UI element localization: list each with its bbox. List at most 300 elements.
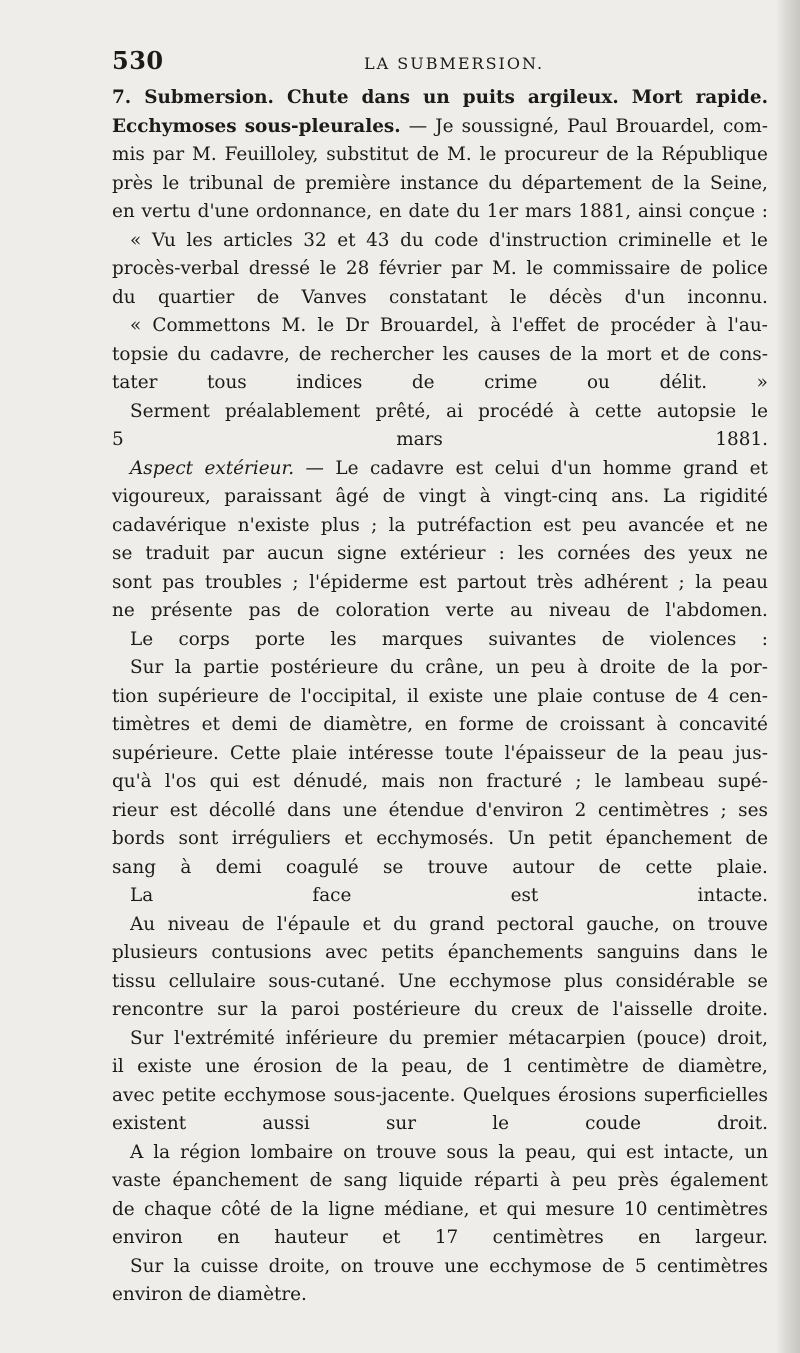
word: de (272, 172, 296, 194)
word: vingt (418, 486, 467, 507)
word: sur (217, 999, 248, 1020)
word: paroi (291, 999, 340, 1020)
word: 43 (366, 229, 390, 251)
word: est (169, 799, 198, 821)
word: une (342, 799, 378, 821)
word: indices (296, 372, 363, 393)
word: de (667, 657, 690, 678)
word: et (715, 514, 734, 536)
line-words (112, 255, 768, 284)
word: petits (381, 942, 435, 963)
line-words (112, 825, 768, 854)
word: se (747, 970, 768, 992)
word: et (382, 1227, 401, 1248)
word: le (317, 315, 335, 336)
word: grand (683, 457, 739, 479)
line-words (130, 911, 768, 940)
text-line (112, 740, 768, 769)
word: centimètres (656, 1198, 768, 1220)
word: le (479, 144, 497, 165)
word: l'aisselle (612, 999, 693, 1020)
word: la (683, 172, 701, 194)
line-words (112, 1281, 768, 1310)
word: médiane, (383, 1198, 470, 1220)
word: celui (494, 457, 540, 479)
text-line (112, 569, 768, 598)
word: un (495, 657, 520, 678)
word: et (337, 229, 356, 251)
word: en (378, 201, 402, 222)
word: de (296, 600, 320, 621)
word: ordonnance, (255, 201, 373, 222)
word: ou (586, 372, 610, 393)
word: ne (112, 600, 135, 621)
word: supé- (717, 771, 768, 792)
word: dans (361, 87, 411, 108)
word: inconnu. (687, 286, 768, 308)
word: 1 (502, 1056, 514, 1077)
word: Commettons (152, 315, 271, 336)
word: plus (563, 970, 603, 992)
word: à (656, 714, 668, 735)
word: mort (606, 343, 652, 365)
word: droite. (706, 999, 768, 1020)
word: par (222, 543, 255, 564)
word: l'au- (727, 315, 768, 336)
word: épanchements (447, 942, 584, 963)
line-words (112, 768, 768, 797)
word: la (388, 514, 406, 536)
text-line (112, 996, 768, 1025)
word: également (670, 1170, 768, 1191)
word: code (434, 229, 479, 251)
word: ; (720, 799, 727, 821)
word: par (152, 144, 185, 165)
line-words (112, 341, 768, 370)
text-line (112, 911, 768, 940)
word: est (510, 885, 539, 906)
word: procéder (610, 315, 695, 336)
line-words (112, 683, 768, 712)
word: Dr (345, 315, 369, 336)
word: épanchement (172, 1170, 299, 1191)
word: mars (396, 429, 443, 450)
word: est (455, 457, 484, 479)
word: peu (582, 514, 617, 536)
word: les (330, 628, 357, 650)
word: ; (292, 571, 299, 593)
word: avancée (628, 514, 705, 536)
word: région (180, 1141, 241, 1163)
text-line (112, 1167, 768, 1196)
word: plus (320, 514, 360, 536)
word: mesure (545, 1198, 615, 1220)
word: qui (506, 1198, 536, 1220)
text-line (112, 84, 768, 113)
word: l'effet (512, 315, 566, 336)
word: : (761, 201, 768, 222)
word: Au (130, 913, 156, 935)
word: à (479, 486, 491, 507)
word: peau, (525, 1141, 577, 1163)
word: la (260, 999, 278, 1020)
word: diamètre, (677, 1056, 768, 1077)
word: hauteur (274, 1227, 348, 1248)
body-text (112, 84, 768, 1310)
text-line (112, 1053, 768, 1082)
word: en (112, 201, 135, 222)
word: cadavre, (209, 343, 290, 365)
word: en (217, 1227, 240, 1248)
word: qu'à (112, 771, 152, 792)
word: diamètre, (323, 714, 414, 735)
word: tater (112, 372, 158, 393)
word: des (643, 543, 676, 564)
word: constatant (388, 286, 488, 308)
word: de (466, 1056, 489, 1077)
word: argileux. (527, 87, 619, 108)
text-line (112, 939, 768, 968)
word: âgé (335, 486, 369, 507)
word: à (568, 400, 580, 422)
word: avec (325, 942, 368, 963)
word: qui (209, 771, 240, 792)
word: Sur (130, 1027, 164, 1049)
word: aussi (262, 1113, 310, 1134)
word: traduit (145, 543, 210, 564)
word: M. (281, 315, 307, 336)
word: réparti (474, 1170, 539, 1191)
word: demi (215, 856, 262, 878)
word: près (112, 172, 153, 194)
word: peau, (401, 1056, 453, 1077)
word: de (626, 600, 650, 621)
text-line (112, 255, 768, 284)
word: rechercher (330, 343, 434, 365)
word: sous (446, 1141, 489, 1163)
text-line (112, 1110, 768, 1139)
word: cadavre (369, 457, 445, 479)
word: trouve (373, 1255, 435, 1277)
word: vaste (112, 1170, 162, 1191)
word: cadavérique (112, 514, 227, 536)
word: peu (572, 1170, 607, 1191)
word: Cette (229, 742, 281, 764)
word: 17 (434, 1227, 459, 1248)
line-words (112, 512, 768, 541)
word: centimètres (492, 1227, 604, 1248)
word: M. (192, 144, 217, 165)
word: tion (112, 685, 149, 707)
line-words (112, 198, 768, 227)
word: Submersion. (144, 87, 274, 108)
word: centimètres (656, 1255, 768, 1277)
word: vertu (141, 201, 191, 222)
word: procureur (504, 144, 599, 165)
word: 32 (303, 229, 327, 251)
word: l'épaule (276, 913, 351, 935)
word: et (722, 229, 741, 251)
word: le (162, 172, 180, 194)
word: de (674, 685, 698, 707)
word: de (598, 856, 622, 878)
text-line (112, 654, 768, 683)
word: Je (435, 115, 454, 137)
text-line (112, 141, 768, 170)
word: Un (507, 828, 536, 849)
word: en (638, 1227, 661, 1248)
word: contusions (211, 942, 312, 963)
line-words (112, 369, 768, 398)
word: autopsie (656, 400, 737, 422)
word: ai (446, 400, 464, 422)
word: droite (599, 657, 656, 678)
word: et (201, 714, 220, 735)
word: cette (645, 856, 693, 878)
word: 28 (345, 258, 370, 279)
word: du (393, 913, 417, 935)
line-words (130, 882, 768, 911)
word: 10 (624, 1198, 648, 1220)
word: Serment (130, 400, 210, 422)
text-line (112, 170, 768, 199)
word: de (411, 372, 435, 393)
word: la (153, 1141, 171, 1163)
line-words (130, 227, 768, 256)
word: de (679, 258, 703, 279)
word: cuisse (200, 1255, 259, 1277)
line-words (112, 284, 768, 313)
word: croissant (559, 714, 645, 735)
word: mis (112, 144, 145, 165)
word: ainsi (637, 201, 682, 222)
line-words (130, 312, 768, 341)
word: supérieure (157, 685, 259, 707)
word: le (492, 1113, 509, 1134)
text-line (112, 1196, 768, 1225)
word: sanguins (596, 942, 680, 963)
word: Sur (130, 657, 164, 678)
word: il (406, 685, 419, 707)
word: de (112, 1198, 135, 1220)
page-number: 530 (112, 46, 164, 75)
word: por- (730, 657, 768, 678)
word: de (309, 1170, 333, 1191)
word: lombaire (250, 1141, 334, 1163)
word: — (305, 457, 324, 479)
word: 2 (574, 799, 587, 821)
word: non (438, 771, 474, 792)
text-line (112, 483, 768, 512)
word: de (651, 172, 674, 194)
text-line (112, 1025, 768, 1054)
word: verte (445, 600, 495, 621)
word: rieur (112, 799, 159, 821)
word: de (687, 343, 711, 365)
line-words (112, 1053, 768, 1082)
word: procédé (478, 400, 554, 422)
word: liquide (398, 1170, 463, 1191)
line-words (130, 654, 768, 683)
word: près (617, 1170, 659, 1191)
text-line (112, 825, 768, 854)
word: plaie (537, 685, 583, 707)
text-line (112, 968, 768, 997)
word: dans (287, 799, 332, 821)
word: « (130, 229, 142, 251)
word: première (305, 172, 391, 194)
word: crime (484, 372, 538, 393)
word: décès (548, 286, 603, 308)
word: substitut (326, 144, 409, 165)
word: intacte, (663, 1141, 735, 1163)
word: : (498, 543, 505, 564)
word: sang (343, 1170, 388, 1191)
page-header (112, 46, 752, 80)
word: il (112, 1056, 124, 1077)
word: le (509, 286, 527, 308)
line-words (130, 455, 768, 484)
word: à (180, 856, 192, 878)
word: la (701, 657, 719, 678)
word: fracturé (486, 771, 563, 792)
word: d'un (624, 286, 666, 308)
word: érosions (557, 1084, 637, 1106)
word: — (408, 115, 428, 137)
word: de (642, 1056, 665, 1077)
line-words (112, 597, 768, 626)
word: la (636, 144, 654, 165)
line-words (112, 968, 768, 997)
word: de (241, 913, 265, 935)
word: chaque (144, 1198, 212, 1220)
word: petite (161, 1084, 217, 1106)
word: Une (398, 970, 437, 992)
word: concavité (678, 714, 768, 735)
word: de (549, 343, 573, 365)
word: signe (336, 543, 387, 564)
word: un (423, 87, 450, 108)
word: articles (223, 229, 293, 251)
word: est (543, 514, 571, 536)
word: avec (112, 1084, 155, 1106)
word: le (594, 771, 612, 792)
word: sur (385, 1113, 417, 1134)
word: 5 (634, 1255, 647, 1277)
word: gauche, (586, 913, 660, 935)
word: cornées (557, 543, 631, 564)
word: environ (112, 1227, 183, 1248)
word: peu (530, 657, 566, 678)
text-line (112, 797, 768, 826)
word: la (371, 1056, 389, 1077)
word: commissaire (552, 258, 671, 279)
word: La (130, 885, 154, 906)
word: pas (248, 600, 281, 621)
line-words (112, 1224, 768, 1253)
word: un (744, 1141, 768, 1163)
word: de (335, 1056, 359, 1077)
word: sont (178, 828, 219, 849)
word: et (749, 457, 768, 479)
word: mais (381, 771, 426, 792)
word: dans (693, 942, 738, 963)
word: rigidité (699, 486, 768, 507)
word: le (751, 229, 768, 251)
word: plaie (291, 742, 338, 764)
word: corps (178, 628, 230, 650)
text-line (112, 1281, 768, 1310)
word: on (343, 1141, 367, 1163)
word: de (289, 714, 312, 735)
word: les (442, 343, 469, 365)
word: Le (130, 628, 154, 650)
word: trouve (427, 856, 488, 878)
text-line (112, 512, 768, 541)
word: est (252, 771, 281, 792)
word: Le (335, 457, 359, 479)
word: Vanves (301, 286, 367, 308)
word: petit (548, 828, 592, 849)
word: ne (745, 543, 768, 564)
line-words (112, 170, 768, 199)
word: par (450, 258, 483, 279)
word: on (672, 913, 696, 935)
word: métacarpien (508, 1027, 626, 1049)
word: et (660, 343, 679, 365)
word: une (444, 1255, 479, 1277)
word: 1881. (715, 429, 768, 450)
word: date (408, 201, 450, 222)
word: du (456, 201, 480, 222)
word: adhérent (583, 571, 669, 593)
word: rencontre (112, 999, 204, 1020)
word: extérieur. (204, 457, 295, 479)
word: les (186, 229, 213, 251)
text-line (112, 540, 768, 569)
line-words (112, 1082, 768, 1111)
text-line (112, 1224, 768, 1253)
word: premier (423, 1027, 498, 1049)
word: 4 (707, 685, 720, 707)
word: délit. (659, 372, 708, 393)
word: droit, (717, 1027, 768, 1049)
word: le (751, 400, 768, 422)
word: étendue (388, 799, 465, 821)
word: Aspect (130, 457, 194, 479)
text-line (112, 227, 768, 256)
word: du (390, 657, 414, 678)
line-words (112, 939, 768, 968)
word: putréfaction (416, 514, 532, 536)
line-words (112, 854, 768, 883)
word: trouve (376, 1141, 437, 1163)
word: à (549, 1170, 561, 1191)
word: à (577, 657, 589, 678)
word: homme (602, 457, 672, 479)
word: décollé (208, 799, 276, 821)
word: trouve (707, 913, 768, 935)
text-line (112, 626, 768, 655)
line-words (112, 84, 768, 113)
line-words (130, 626, 768, 655)
word: soussigné, (461, 115, 560, 137)
word: : (761, 628, 768, 650)
text-line (112, 597, 768, 626)
word: niveau (167, 913, 230, 935)
word: la (580, 343, 598, 365)
word: « (130, 315, 142, 336)
